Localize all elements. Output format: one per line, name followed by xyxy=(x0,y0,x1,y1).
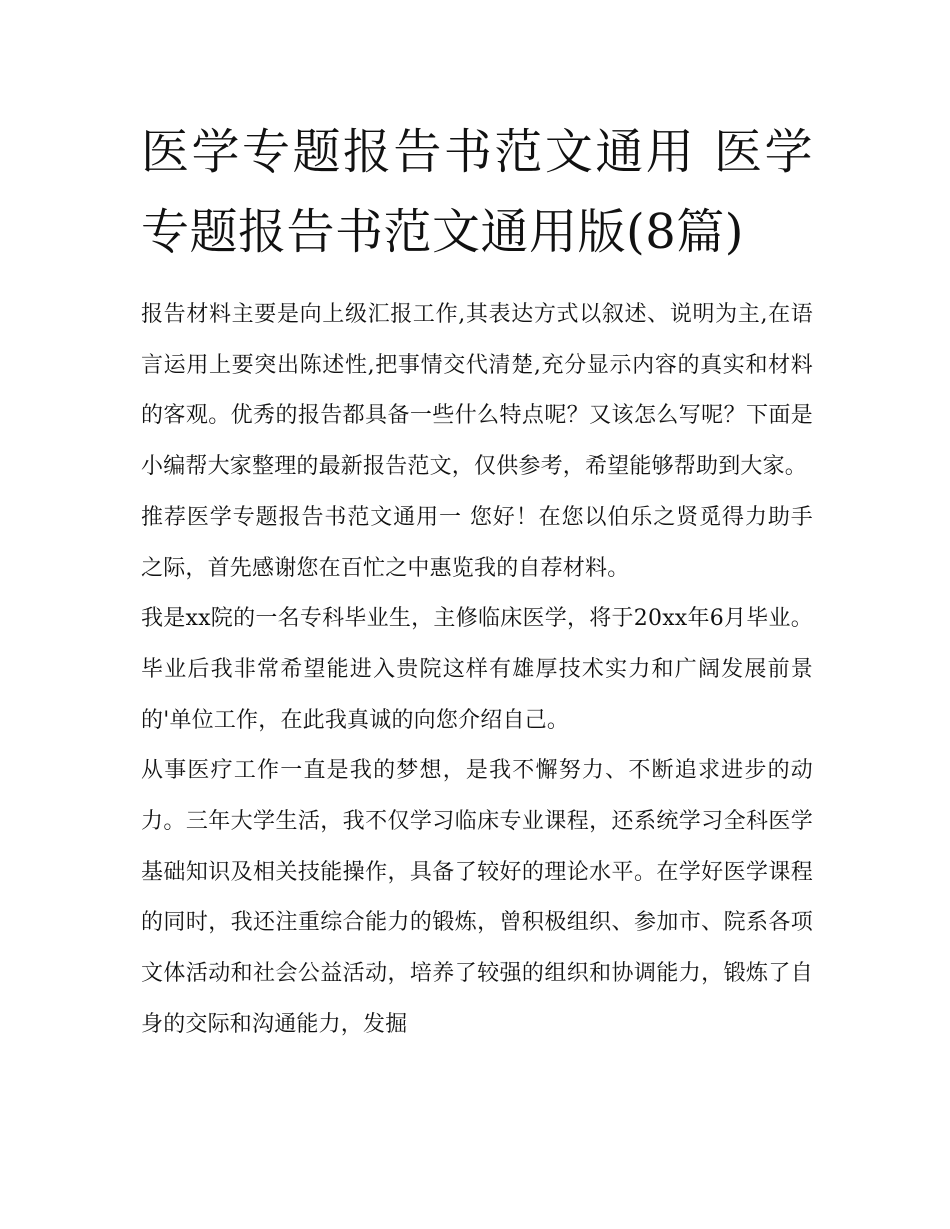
paragraph-self-introduction: 我是xx院的一名专科毕业生，主修临床医学，将于20xx年6月毕业。毕业后我非常希望能进入贵院这样有雄厚技术实力和广阔发展前景的'单位工作，在此我真诚的向您介绍自己。 xyxy=(141,606,813,733)
paragraph-study-experience: 从事医疗工作一直是我的梦想，是我不懈努力、不断追求进步的动力。三年大学生活，我不仅学习临床专业课程，还系统学习全科医学基础知识及相关技能操作，具备了较好的理论水平。在学好医学课程的同时，我还注重综合能力的锻炼，曾积极组织、参加市、院系各项文体活动和社会公益活动，培养了较强的组织和协调能力，锻炼了自身的交际和沟通能力，发掘 xyxy=(141,758,813,1037)
document-title: 医学专题报告书范文通用 医学专题报告书范文通用版(8篇) xyxy=(141,124,813,260)
paragraph-intro: 报告材料主要是向上级汇报工作,其表达方式以叙述、说明为主,在语言运用上要突出陈述性,把事情交代清楚,充分显示内容的真实和材料的客观。优秀的报告都具备一些什么特点呢？又该怎么写呢？下面是小编帮大家整理的最新报告范文，仅供参考，希望能够帮助到大家。 xyxy=(141,302,813,480)
document-content xyxy=(141,112,813,1051)
paragraph-greeting: 推荐医学专题报告书范文通用一 您好！在您以伯乐之贤觅得力助手之际，首先感谢您在百忙之中惠览我的自荐材料。 xyxy=(141,504,813,581)
